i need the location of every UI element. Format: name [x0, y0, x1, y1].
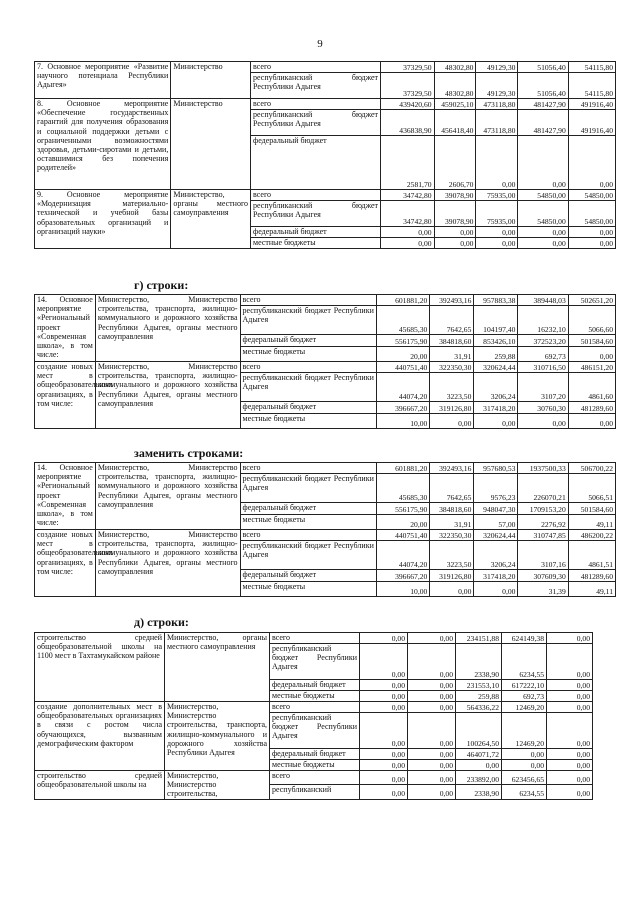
amount-cell: 491916,40: [568, 110, 615, 136]
amount-cell: 44074,20: [376, 541, 429, 570]
funding-source: всего: [240, 463, 376, 474]
amount-cell: 322350,30: [430, 362, 474, 373]
amount-cell: 6234,55: [502, 644, 547, 680]
amount-cell: 5066,60: [568, 306, 615, 335]
amount-cell: 0,00: [547, 680, 593, 691]
amount-cell: 0,00: [430, 414, 474, 429]
amount-cell: 54850,00: [568, 190, 615, 201]
amount-cell: 12469,20: [502, 713, 547, 749]
funding-source: федеральный бюджет: [251, 227, 381, 238]
amount-cell: 51056,40: [518, 73, 568, 99]
executor: Министерство: [171, 62, 251, 99]
amount-cell: 54850,00: [518, 201, 568, 227]
amount-cell: 506700,22: [568, 463, 615, 474]
funding-source: федеральный бюджет: [240, 335, 376, 347]
activity-title: строительство средней общеобразовательной школы на: [35, 771, 165, 800]
amount-cell: 39078,90: [434, 190, 476, 201]
amount-cell: 0,00: [502, 749, 547, 760]
amount-cell: 948047,30: [474, 503, 518, 515]
amount-cell: 502651,20: [568, 295, 615, 306]
amount-cell: 2581,70: [381, 136, 434, 190]
amount-cell: 0,00: [474, 414, 518, 429]
amount-cell: 12469,20: [502, 702, 547, 713]
amount-cell: 0,00: [408, 644, 456, 680]
amount-cell: 692,73: [518, 347, 568, 362]
amount-cell: 57,00: [474, 515, 518, 530]
amount-cell: 0,00: [568, 227, 615, 238]
amount-cell: 0,00: [476, 238, 518, 249]
amount-cell: 601881,20: [376, 295, 429, 306]
funding-source: федеральный бюджет: [240, 503, 376, 515]
amount-cell: 37329,50: [381, 73, 434, 99]
amount-cell: 54850,00: [518, 190, 568, 201]
amount-cell: 34742,80: [381, 201, 434, 227]
amount-cell: 392493,16: [430, 295, 474, 306]
executor: Министерство, Министерство строительства, транспорта, жилищно-коммунального и дорожного хозяйства Республики Адыгея, органы местного самоуправления: [95, 463, 240, 530]
amount-cell: 10,00: [376, 414, 429, 429]
amount-cell: 0,00: [568, 238, 615, 249]
amount-cell: 0,00: [476, 136, 518, 190]
funding-source: федеральный бюджет: [251, 136, 381, 190]
amount-cell: 436838,90: [381, 110, 434, 136]
amount-cell: 0,00: [360, 713, 408, 749]
activity-title: создание новых мест в общеобразовательных организациях, в том числе:: [35, 530, 96, 597]
amount-cell: 0,00: [568, 136, 615, 190]
amount-cell: 7642,65: [430, 306, 474, 335]
table-row: [35, 190, 616, 201]
amount-cell: 4861,60: [568, 373, 615, 402]
amount-cell: 491916,40: [568, 99, 615, 110]
amount-cell: 34742,80: [381, 190, 434, 201]
amount-cell: 486200,22: [568, 530, 615, 541]
amount-cell: 54850,00: [568, 201, 615, 227]
amount-cell: 372523,20: [518, 335, 568, 347]
funding-source: республиканский бюджет Республики Адыгея: [240, 474, 376, 503]
funding-source: федеральный бюджет: [270, 680, 360, 691]
amount-cell: 44074,20: [376, 373, 429, 402]
amount-cell: 0,00: [360, 760, 408, 771]
activity-title: строительство средней общеобразовательной школы на 1100 мест в Тахтамукайском районе: [35, 633, 165, 702]
amount-cell: 31,91: [430, 515, 474, 530]
table-row: [35, 702, 593, 713]
amount-cell: 0,00: [434, 238, 476, 249]
amount-cell: 6234,55: [502, 785, 547, 799]
table-row: [35, 463, 616, 474]
amount-cell: 564336,22: [456, 702, 502, 713]
amount-cell: 0,00: [547, 785, 593, 799]
funding-source: местные бюджеты: [270, 691, 360, 702]
section-header-g: г) строки:: [134, 278, 189, 292]
amount-cell: 692,73: [502, 691, 547, 702]
amount-cell: 4861,51: [568, 541, 615, 570]
funding-source: всего: [270, 633, 360, 644]
amount-cell: 16232,10: [518, 306, 568, 335]
table-row: [35, 362, 616, 373]
amount-cell: 0,00: [360, 633, 408, 644]
amount-cell: 0,00: [547, 749, 593, 760]
amount-cell: 49,11: [568, 582, 615, 597]
amount-cell: 3107,20: [518, 373, 568, 402]
funding-source: федеральный бюджет: [270, 749, 360, 760]
amount-cell: 481289,60: [568, 570, 615, 582]
amount-cell: 501584,60: [568, 503, 615, 515]
activity-title: 8. Основное мероприятие «Обеспечение государственных гарантий для получения образования и социальной поддержки детьми с ограниченными возможностями здоровья, детьми-сиротами и детьми, оставшимися без попечения родителей»: [35, 99, 171, 190]
amount-cell: 317418,20: [474, 402, 518, 414]
amount-cell: 259,88: [474, 347, 518, 362]
executor: Министерство, Министерство строительства, транспорта, жилищно-коммунального и дорожного хозяйства Республики Адыгея, органы местного самоуправления: [95, 362, 240, 429]
amount-cell: 464071,72: [456, 749, 502, 760]
amount-cell: 48302,80: [434, 62, 476, 73]
amount-cell: 0,00: [547, 633, 593, 644]
activity-title: 14. Основное мероприятие «Региональный проект «Современная школа», в том числе:: [35, 295, 96, 362]
amount-cell: 624149,38: [502, 633, 547, 644]
funding-source: всего: [240, 295, 376, 306]
amount-cell: 481427,90: [518, 99, 568, 110]
executor: Министерство, Министерство строительства, транспорта, жилищно-коммунального и дорожного хозяйства Республики Адыгея: [165, 702, 270, 771]
amount-cell: 54115,80: [568, 73, 615, 99]
funding-source: всего: [251, 190, 381, 201]
amount-cell: 7642,65: [430, 474, 474, 503]
funding-source: всего: [270, 771, 360, 785]
executor: Министерство, Министерство строительства, транспорта, жилищно-коммунального и дорожного хозяйства Республики Адыгея, органы местного самоуправления: [95, 295, 240, 362]
amount-cell: 0,00: [547, 702, 593, 713]
table-row: [35, 633, 593, 644]
funding-source: местные бюджеты: [251, 238, 381, 249]
amount-cell: 473118,80: [476, 110, 518, 136]
amount-cell: 49129,30: [476, 73, 518, 99]
amount-cell: 234151,88: [456, 633, 502, 644]
funding-source: местные бюджеты: [240, 582, 376, 597]
amount-cell: 0,00: [360, 771, 408, 785]
amount-cell: 0,00: [568, 347, 615, 362]
amount-cell: 37329,50: [381, 62, 434, 73]
amount-cell: 384818,60: [430, 503, 474, 515]
amount-cell: 10,00: [376, 582, 429, 597]
amount-cell: 317418,20: [474, 570, 518, 582]
amount-cell: 440751,40: [376, 362, 429, 373]
amount-cell: 0,00: [547, 771, 593, 785]
amount-cell: 0,00: [430, 582, 474, 597]
amount-cell: 0,00: [360, 702, 408, 713]
amount-cell: 384818,60: [430, 335, 474, 347]
amount-cell: 396667,20: [376, 570, 429, 582]
funding-source: всего: [251, 62, 381, 73]
funding-source: федеральный бюджет: [240, 570, 376, 582]
amount-cell: 9576,23: [474, 474, 518, 503]
amount-cell: 0,00: [408, 785, 456, 799]
funding-source: местные бюджеты: [240, 414, 376, 429]
amount-cell: 100264,50: [456, 713, 502, 749]
amount-cell: 0,00: [360, 749, 408, 760]
amount-cell: 0,00: [547, 713, 593, 749]
funding-source: республиканский бюджет Республики Адыгея: [251, 73, 381, 99]
amount-cell: 39078,90: [434, 201, 476, 227]
amount-cell: 75935,00: [476, 201, 518, 227]
amount-cell: 0,00: [547, 691, 593, 702]
amount-cell: 0,00: [474, 582, 518, 597]
funding-source: республиканский бюджет Республики Адыгея: [240, 541, 376, 570]
executor: Министерство, Министерство строительства,: [165, 771, 270, 800]
amount-cell: 623456,65: [502, 771, 547, 785]
amount-cell: 473118,80: [476, 99, 518, 110]
amount-cell: 2606,70: [434, 136, 476, 190]
amount-cell: 51056,40: [518, 62, 568, 73]
amount-cell: 0,00: [476, 227, 518, 238]
table-row: [35, 62, 616, 73]
amount-cell: 0,00: [408, 633, 456, 644]
amount-cell: 1709153,20: [518, 503, 568, 515]
amount-cell: 3107,16: [518, 541, 568, 570]
amount-cell: 0,00: [518, 136, 568, 190]
amount-cell: 3223,50: [430, 373, 474, 402]
amount-cell: 617222,10: [502, 680, 547, 691]
amount-cell: 0,00: [518, 238, 568, 249]
amount-cell: 459025,10: [434, 99, 476, 110]
amount-cell: 0,00: [547, 760, 593, 771]
amount-cell: 310716,50: [518, 362, 568, 373]
amount-cell: 0,00: [360, 680, 408, 691]
executor: Министерство, Министерство строительства, транспорта, жилищно-коммунального и дорожного хозяйства Республики Адыгея, органы местного самоуправления: [95, 530, 240, 597]
amount-cell: 456418,40: [434, 110, 476, 136]
amount-cell: 307609,30: [518, 570, 568, 582]
funding-source: республиканский бюджет Республики Адыгея: [240, 306, 376, 335]
amount-cell: 45685,30: [376, 474, 429, 503]
amount-cell: 5066,51: [568, 474, 615, 503]
amount-cell: 481289,60: [568, 402, 615, 414]
amount-cell: 319126,80: [430, 570, 474, 582]
amount-cell: 319126,80: [430, 402, 474, 414]
amount-cell: 310747,85: [518, 530, 568, 541]
amount-cell: 853426,10: [474, 335, 518, 347]
funding-source: всего: [240, 530, 376, 541]
amount-cell: 0,00: [434, 227, 476, 238]
amount-cell: 20,00: [376, 515, 429, 530]
funding-source: республиканский бюджет Республики Адыгея: [240, 373, 376, 402]
funding-source: республиканский: [270, 785, 360, 799]
amount-cell: 0,00: [408, 713, 456, 749]
amount-cell: 320624,44: [474, 362, 518, 373]
funding-source: местные бюджеты: [240, 347, 376, 362]
amount-cell: 75935,00: [476, 190, 518, 201]
amount-cell: 31,39: [518, 582, 568, 597]
funding-source: всего: [251, 99, 381, 110]
amount-cell: 556175,90: [376, 335, 429, 347]
amount-cell: 54115,80: [568, 62, 615, 73]
funding-source: местные бюджеты: [270, 760, 360, 771]
amount-cell: 0,00: [408, 680, 456, 691]
amount-cell: 486151,20: [568, 362, 615, 373]
funding-source: республиканский бюджет Республики Адыгея: [270, 644, 360, 680]
amount-cell: 49,11: [568, 515, 615, 530]
amount-cell: 501584,60: [568, 335, 615, 347]
amount-cell: 0,00: [568, 414, 615, 429]
amount-cell: 957883,38: [474, 295, 518, 306]
table-row: [35, 771, 593, 785]
activity-title: 14. Основное мероприятие «Региональный проект «Современная школа», в том числе:: [35, 463, 96, 530]
executor: Министерство: [171, 99, 251, 190]
amount-cell: 320624,44: [474, 530, 518, 541]
amount-cell: 2276,92: [518, 515, 568, 530]
funding-source: федеральный бюджет: [240, 402, 376, 414]
amount-cell: 0,00: [502, 760, 547, 771]
amount-cell: 49129,30: [476, 62, 518, 73]
budget-table-2: [34, 294, 616, 429]
amount-cell: 2338,90: [456, 644, 502, 680]
budget-table-1: [34, 61, 616, 249]
amount-cell: 0,00: [360, 644, 408, 680]
amount-cell: 0,00: [408, 749, 456, 760]
amount-cell: 45685,30: [376, 306, 429, 335]
funding-source: всего: [240, 362, 376, 373]
amount-cell: 0,00: [360, 691, 408, 702]
amount-cell: 389448,03: [518, 295, 568, 306]
amount-cell: 20,00: [376, 347, 429, 362]
funding-source: республиканский бюджет Республики Адыгея: [251, 110, 381, 136]
activity-title: создание новых мест в общеобразовательных организациях, в том числе:: [35, 362, 96, 429]
funding-source: всего: [270, 702, 360, 713]
amount-cell: 0,00: [408, 702, 456, 713]
amount-cell: 104197,40: [474, 306, 518, 335]
amount-cell: 0,00: [456, 760, 502, 771]
amount-cell: 481427,90: [518, 110, 568, 136]
amount-cell: 0,00: [408, 771, 456, 785]
amount-cell: 31,91: [430, 347, 474, 362]
amount-cell: 0,00: [381, 227, 434, 238]
amount-cell: 48302,80: [434, 73, 476, 99]
executor: Министерство, органы местного самоуправления: [165, 633, 270, 702]
funding-source: местные бюджеты: [240, 515, 376, 530]
section-header-d: д) строки:: [134, 615, 189, 629]
budget-table-4: [34, 632, 593, 800]
executor: Министерство, органы местного самоуправления: [171, 190, 251, 249]
amount-cell: 392493,16: [430, 463, 474, 474]
funding-source: республиканский бюджет Республики Адыгея: [270, 713, 360, 749]
amount-cell: 2338,90: [456, 785, 502, 799]
amount-cell: 0,00: [408, 760, 456, 771]
table-row: [35, 530, 616, 541]
amount-cell: 1937500,33: [518, 463, 568, 474]
activity-title: создание дополнительных мест в общеобразовательных организациях в связи с ростом числа обучающихся, вызванным демографическим фактором: [35, 702, 165, 771]
amount-cell: 396667,20: [376, 402, 429, 414]
amount-cell: 439420,60: [381, 99, 434, 110]
amount-cell: 30760,30: [518, 402, 568, 414]
amount-cell: 233892,00: [456, 771, 502, 785]
funding-source: республиканский бюджет Республики Адыгея: [251, 201, 381, 227]
amount-cell: 322350,30: [430, 530, 474, 541]
amount-cell: 3206,24: [474, 373, 518, 402]
amount-cell: 3223,50: [430, 541, 474, 570]
table-row: [35, 295, 616, 306]
amount-cell: 259,88: [456, 691, 502, 702]
amount-cell: 601881,20: [376, 463, 429, 474]
amount-cell: 0,00: [360, 785, 408, 799]
table-row: [35, 99, 616, 110]
activity-title: 9. Основное мероприятие «Модернизация материально-технической и учебной базы образовательных организаций и организаций науки»: [35, 190, 171, 249]
amount-cell: 440751,40: [376, 530, 429, 541]
activity-title: 7. Основное мероприятие «Развитие научного потенциала Республики Адыгея»: [35, 62, 171, 99]
section-header-replace: заменить строками:: [134, 446, 244, 460]
amount-cell: 0,00: [518, 414, 568, 429]
page-number: 9: [317, 38, 323, 50]
amount-cell: 0,00: [547, 644, 593, 680]
amount-cell: 0,00: [381, 238, 434, 249]
amount-cell: 0,00: [518, 227, 568, 238]
amount-cell: 3206,24: [474, 541, 518, 570]
amount-cell: 231553,10: [456, 680, 502, 691]
amount-cell: 957680,53: [474, 463, 518, 474]
amount-cell: 556175,90: [376, 503, 429, 515]
amount-cell: 226070,21: [518, 474, 568, 503]
amount-cell: 0,00: [408, 691, 456, 702]
budget-table-3: [34, 462, 616, 597]
